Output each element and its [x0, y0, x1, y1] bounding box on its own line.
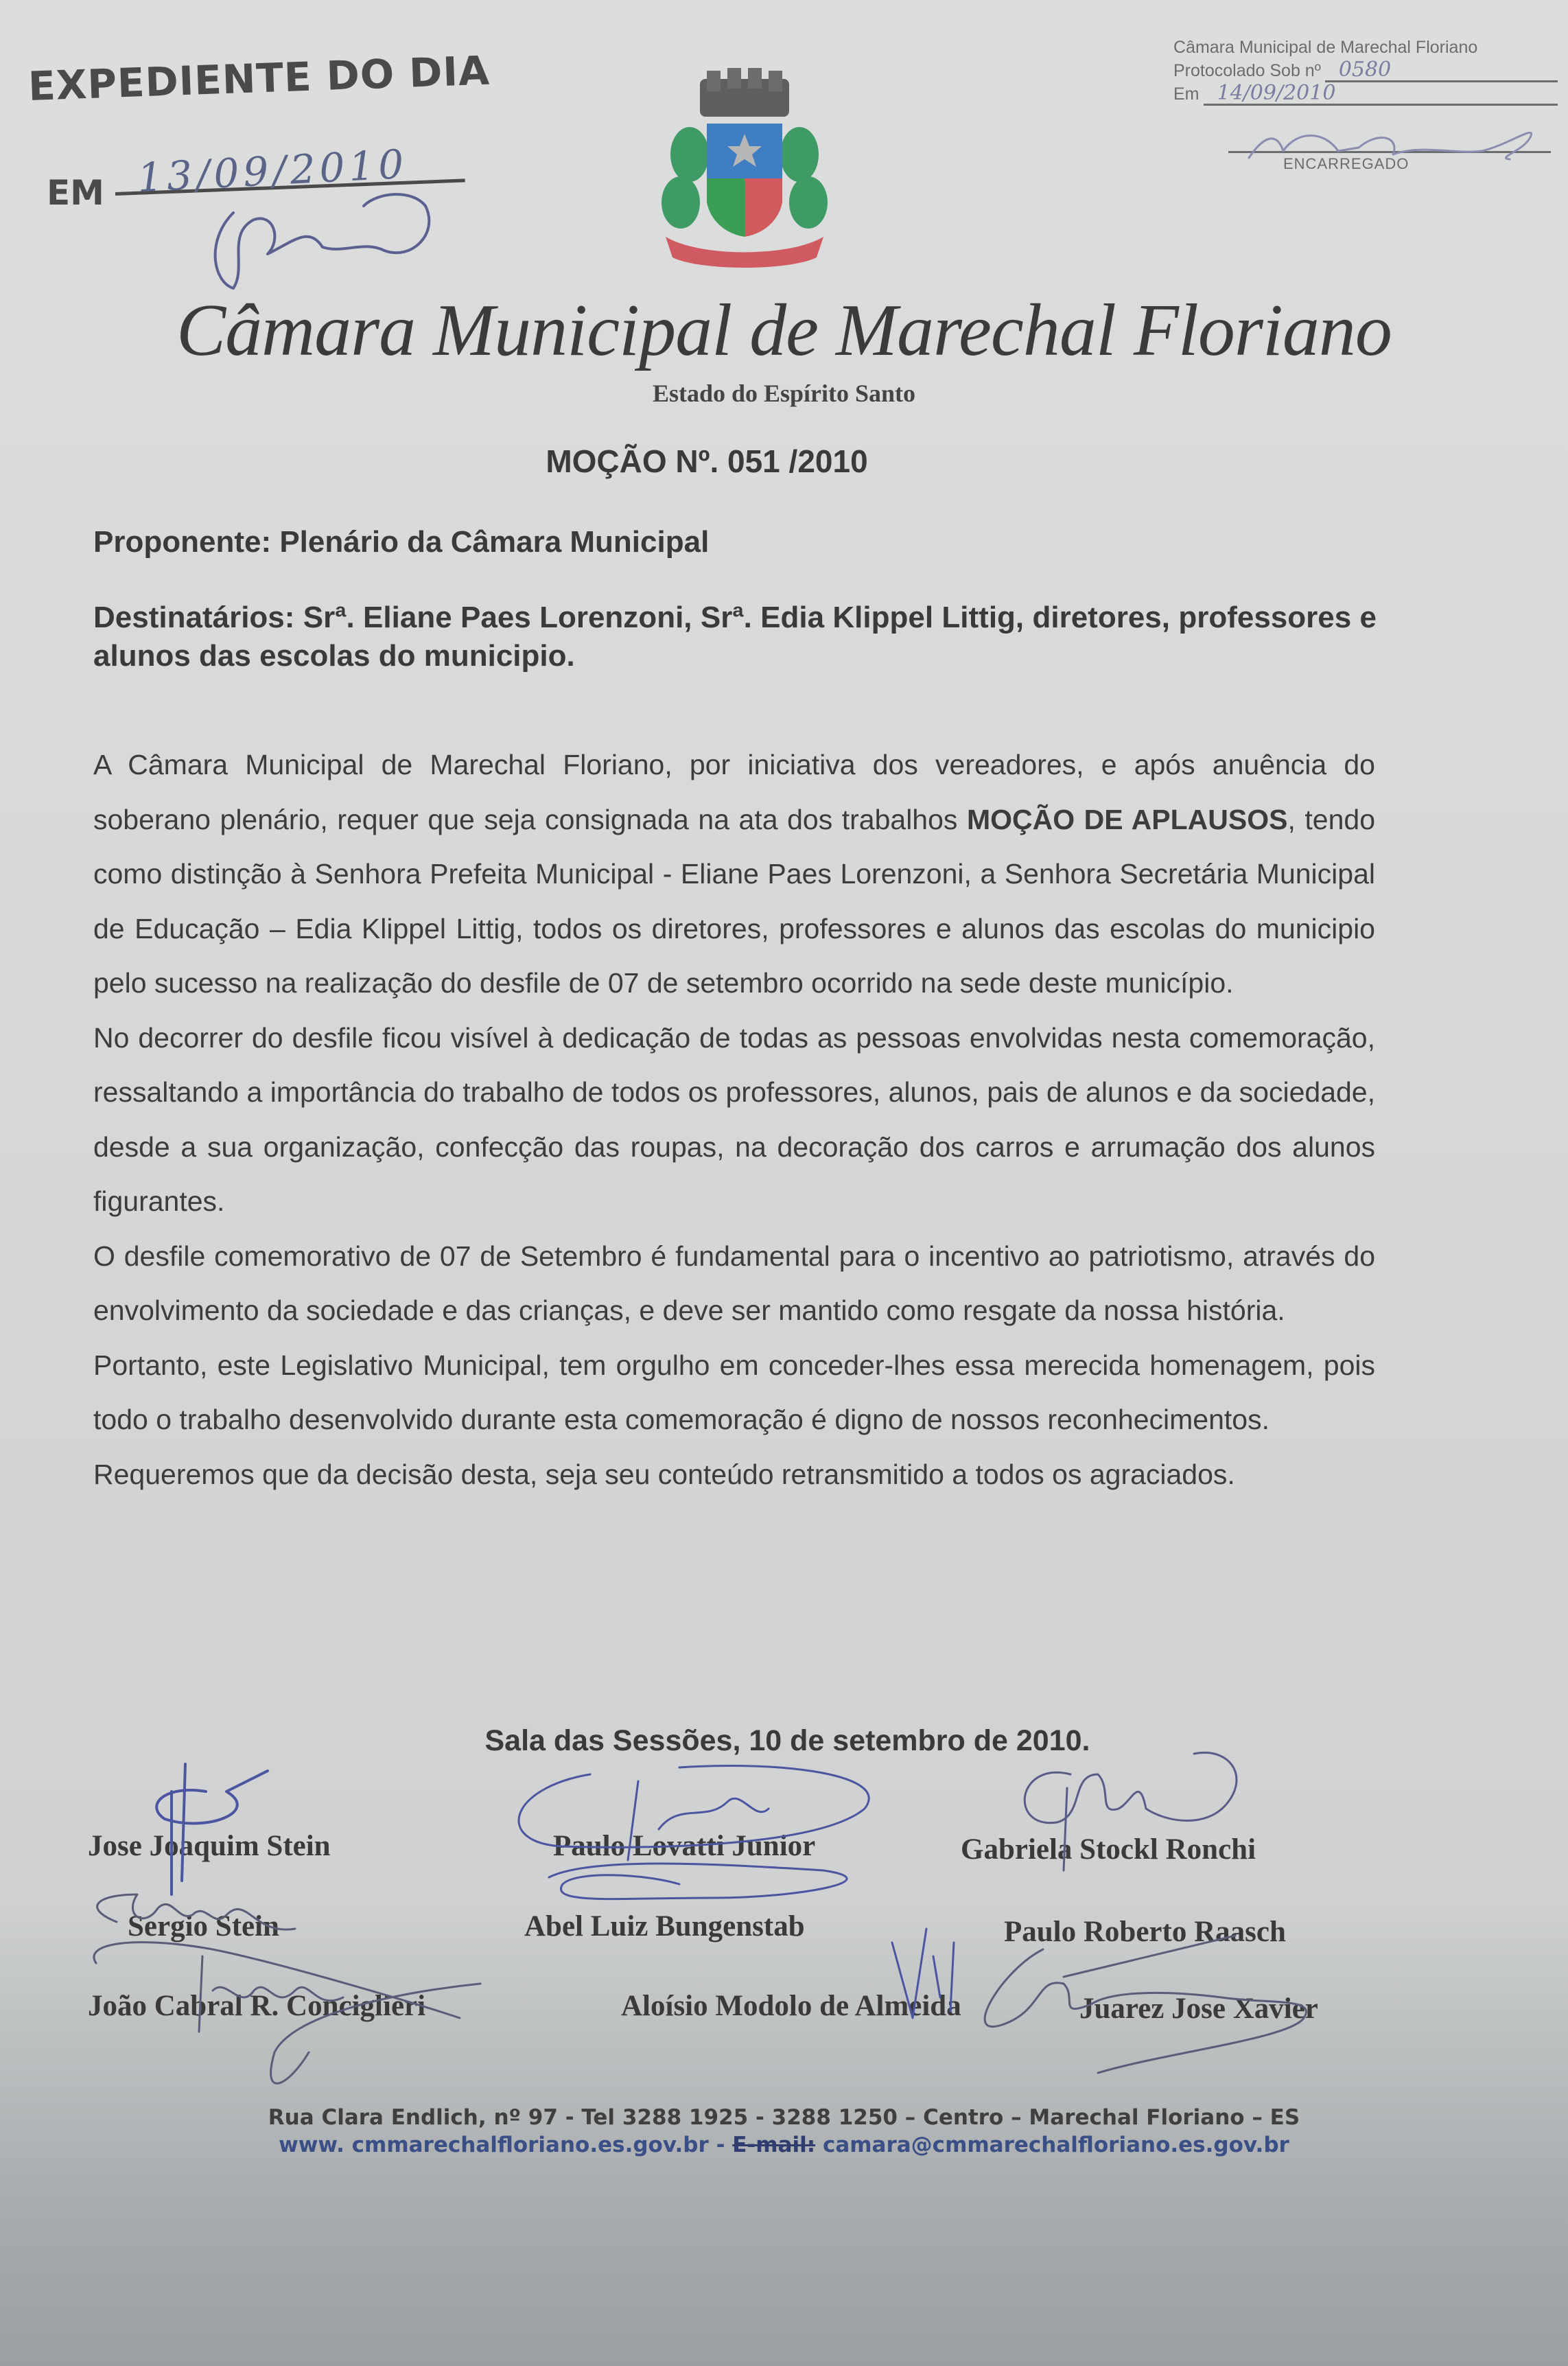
encarregado-label: ENCARREGADO — [1283, 155, 1409, 172]
signatory-name: Gabriela Stockl Ronchi — [961, 1833, 1256, 1866]
signatory-name: Juarez Jose Xavier — [1079, 1993, 1318, 2025]
destinatarios: Destinatários: Srª. Eliane Paes Lorenzoni, Srª. Edia Klippel Littig, diretores, professores e alunos das escolas do municipio. — [93, 601, 1377, 673]
body-paragraph-2: No decorrer do desfile ficou visível à dedicação de todas as pessoas envolvidas nesta comemoração, ressaltando a importância do trabalho de todos os professores, alunos, pais de alunos e da sociedade, desde a sua organização, confecção das roupas, na decoração dos carros e arrumação dos alunos figurantes. — [93, 1021, 1375, 1217]
protocol-number-label: Protocolado Sob nº — [1173, 61, 1321, 80]
expediente-signature — [206, 185, 467, 295]
protocol-stamp-header: Câmara Municipal de Marechal Floriano — [1173, 38, 1478, 57]
crest-crown — [700, 68, 789, 117]
expediente-em-label: EM — [47, 173, 104, 213]
body-paragraph-4: Portanto, este Legislativo Municipal, tem orgulho em conceder-lhes essa merecida homenagem, pois todo o trabalho desenvolvido durante esta comemoração é digno de nossos reconhecimentos. — [93, 1349, 1375, 1435]
signatory-name: João Cabral R. Conciglieri — [88, 1990, 426, 2022]
signatory-name: Paulo Lovatti Junior — [553, 1830, 816, 1862]
footer-address: Rua Clara Endlich, nº 97 - Tel 3288 1925 - 3288 1250 – Centro – Marechal Floriano – ES — [268, 2105, 1300, 2130]
document-body — [93, 738, 1375, 1502]
protocol-date-label: Em — [1173, 84, 1200, 104]
protocol-date: 14/09/2010 — [1204, 83, 1558, 106]
email-link[interactable]: camara@cmmarechalfloriano.es.gov.br — [815, 2133, 1289, 2157]
institution-subtitle: Estado do Espírito Santo — [652, 380, 916, 407]
protocol-stamp — [1173, 36, 1558, 106]
body-paragraph-1: A Câmara Municipal de Marechal Floriano, por iniciativa dos vereadores, e após anuência do soberano plenário, requer que seja consignada na ata dos trabalhos MOÇÃO DE APLAUSOS, tendo como distinção à Senhora Prefeita Municipal - Eliane Paes Lorenzoni, a Senhora Secretária Municipal de Educação – Edia Klippel Littig, todos os diretores, professores e alunos das escolas do municipio pelo sucesso na realização do desfile de 07 de setembro ocorrido na sede deste município. — [93, 749, 1376, 999]
encarregado-line — [1228, 151, 1551, 153]
expediente-handwritten-date: 13/09/2010 — [136, 140, 409, 202]
institution-title: Câmara Municipal de Marechal Floriano — [176, 290, 1392, 371]
closing-place-date: Sala das Sessões, 10 de setembro de 2010. — [484, 1724, 1090, 1757]
website-link[interactable]: www. cmmarechalfloriano.es.gov.br — [279, 2133, 709, 2157]
body-paragraph-5: Requeremos que da decisão desta, seja seu conteúdo retransmitido a todos os agraciados. — [93, 1458, 1235, 1490]
signatory-name: Jose Joaquim Stein — [88, 1830, 331, 1862]
body-paragraph-3: O desfile comemorativo de 07 de Setembro é fundamental para o incentivo ao patriotismo, através do envolvimento da sociedade e das crianças, e deve ser mantido como resgate da nossa história. — [93, 1240, 1375, 1326]
signatory-name: Paulo Roberto Raasch — [1004, 1916, 1286, 1948]
protocol-number: 0580 — [1325, 60, 1558, 82]
signatory-name: Sergio Stein — [128, 1910, 279, 1942]
mocao-de-aplausos-emphasis: MOÇÃO DE APLAUSOS — [966, 803, 1288, 835]
footer-contact: www. cmmarechalfloriano.es.gov.br - E-mail: camara@cmmarechalfloriano.es.gov.br — [279, 2133, 1289, 2157]
crest-ribbon — [666, 237, 823, 268]
email-label: E-mail: — [732, 2133, 816, 2157]
crest-shield — [707, 124, 782, 237]
coat-of-arms-icon — [652, 65, 837, 271]
document-number: MOÇÃO Nº. 051 /2010 — [546, 443, 868, 479]
proponente: Proponente: Plenário da Câmara Municipal — [93, 525, 710, 559]
signatory-name: Abel Luiz Bungenstab — [524, 1910, 805, 1942]
signatory-name: Aloísio Modolo de Almeida — [621, 1990, 961, 2022]
expediente-stamp-title: EXPEDIENTE DO DIA — [27, 47, 491, 110]
